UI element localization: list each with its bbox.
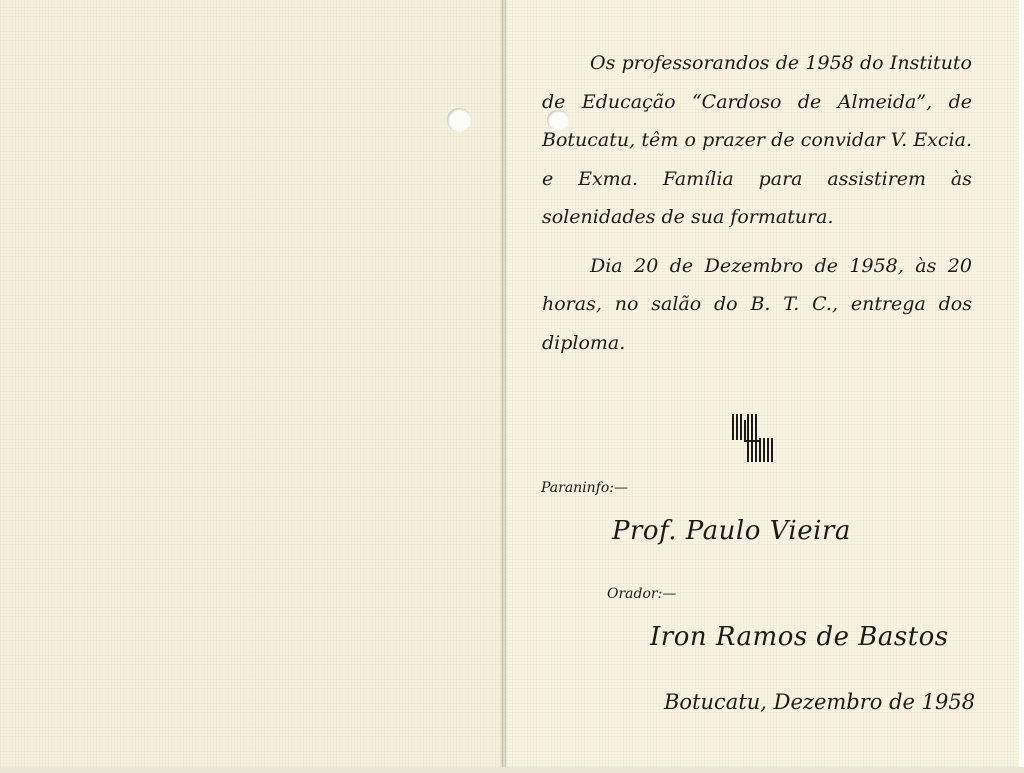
scan-right-edge <box>1019 0 1024 773</box>
invitation-paragraph-1: Os professorandos de 1958 do Instituto de Educação “Cardoso de Almeida”, de Botucatu, têm o prazer de convidar V. Excia. e Exma. Família para assistirem às solenidades de sua formatura. <box>542 52 972 228</box>
paraninfo-label: Paraninfo:— <box>541 480 629 496</box>
invitation-text <box>542 44 972 362</box>
orador-name: Iron Ramos de Bastos <box>650 622 949 652</box>
left-cover-panel <box>0 0 503 773</box>
punched-hole-left <box>447 108 471 132</box>
fold-shadow <box>500 0 507 773</box>
invitation-paragraph-2: Dia 20 de Dezembro de 1958, às 20 horas, no salão do B. T. C., entrega dos diploma. <box>542 254 972 354</box>
paraninfo-name: Prof. Paulo Vieira <box>612 516 851 546</box>
striped-monogram-icon <box>731 414 777 462</box>
scan-bottom-edge <box>0 767 1024 773</box>
place-and-date: Botucatu, Dezembro de 1958 <box>664 690 976 714</box>
orador-label: Orador:— <box>607 586 677 602</box>
